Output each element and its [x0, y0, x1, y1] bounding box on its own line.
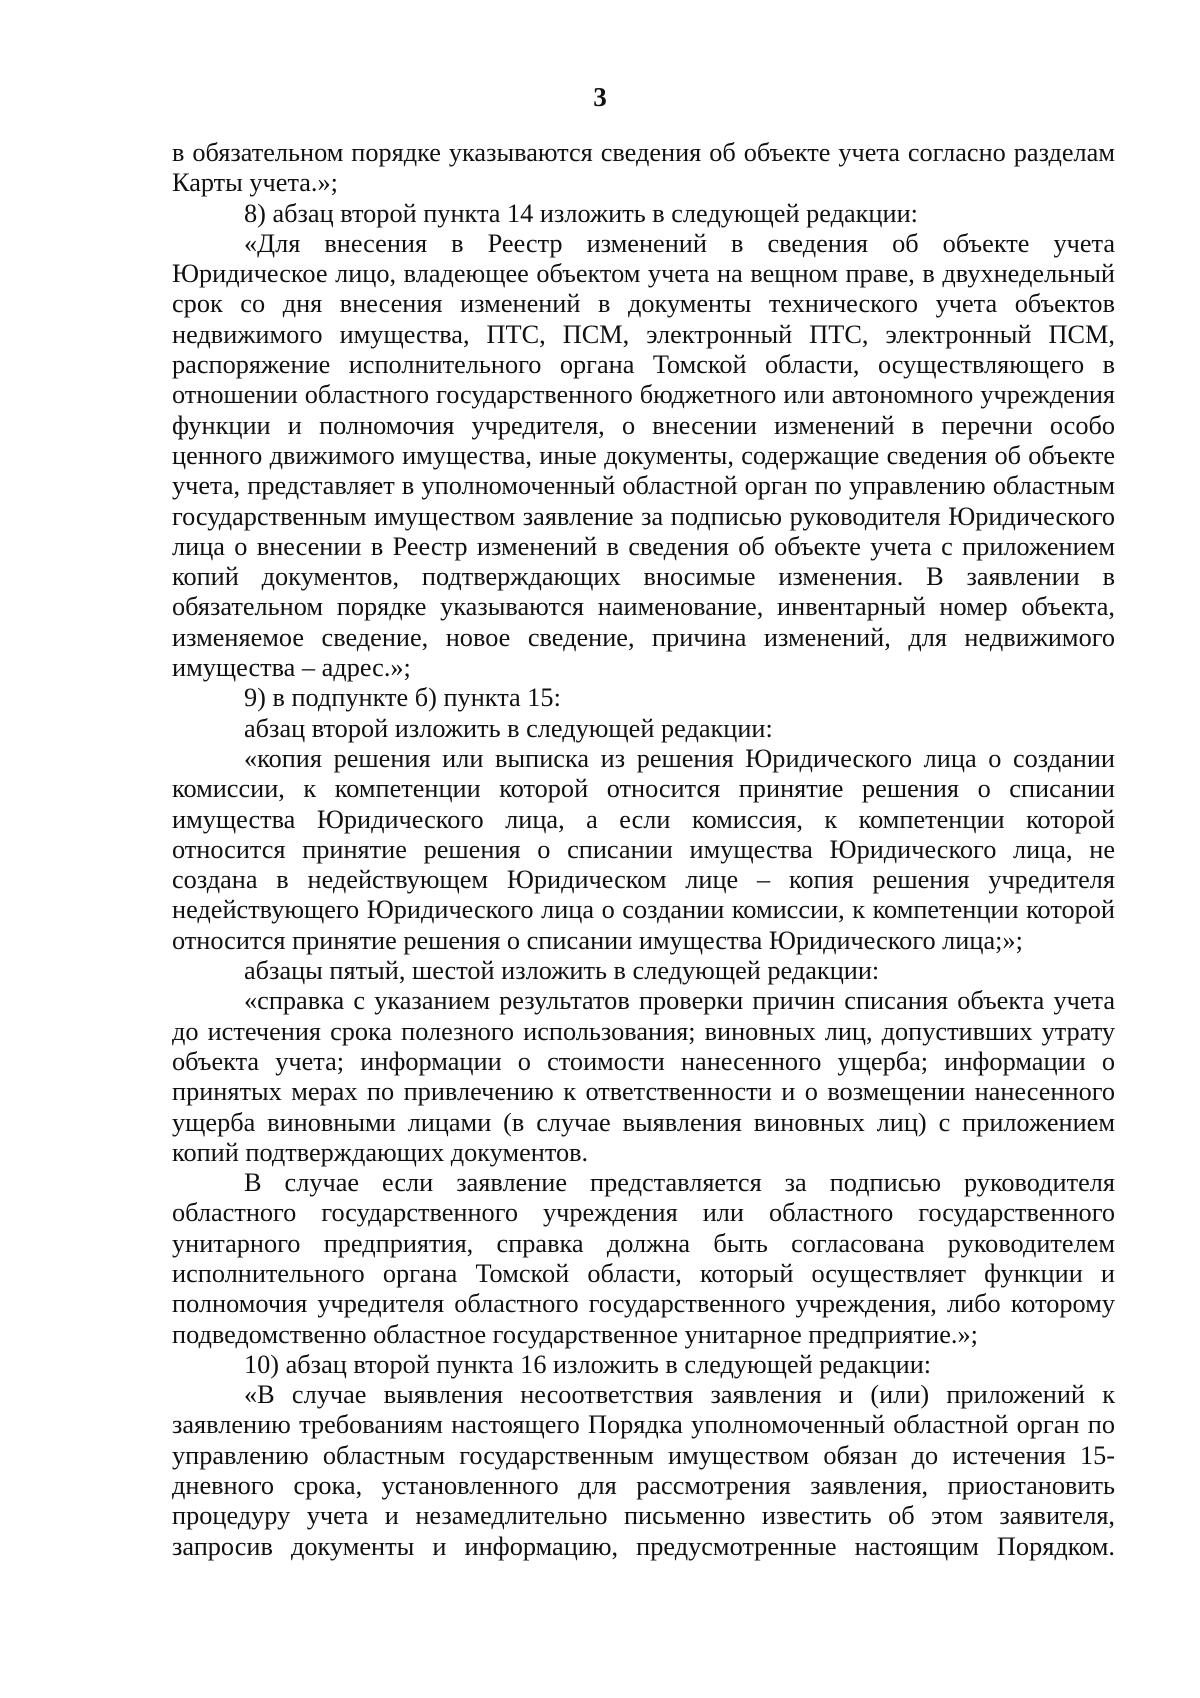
paragraph: «справка с указанием результатов проверки причин списания объекта учета до истечения срока полезного использования; виновных лиц, допустивших утрату объекта учета; информации о стоимости нанесенного ущерба; информации о принятых мерах по привлечению к ответственности и о возмещении нанесенного ущерба виновными лицами (в случае выявления виновных лиц) с приложением копий подтверждающих документов. [172, 986, 1115, 1167]
paragraph: 10) абзац второй пункта 16 изложить в следующей редакции: [244, 1349, 932, 1379]
paragraph: В случае если заявление представляется за подписью руководителя областного государственного учреждения или областного государственного унитарного предприятия, справка должна быть согласована руководителем исполнительного органа Томской области, который осуществляет функции и полномочия учредителя областного государственного учреждения, либо которому подведомственно областное государственное унитарное предприятие.»; [172, 1168, 1115, 1349]
paragraph: 9) в подпункте б) пункта 15: [244, 683, 561, 713]
paragraph: «Для внесения в Реестр изменений в сведения об объекте учета Юридическое лицо, владеющее объектом учета на вещном праве, в двухнедельный срок со дня внесения изменений в документы технического учета объектов недвижимого имущества, ПТС, ПСМ, электронный ПТС, электронный ПСМ, распоряжение исполнительного органа Томской области, осуществляющего в отношении областного государственного бюджетного или автономного учреждения функции и полномочия учредителя, о внесении изменений в перечни особо ценного движимого имущества, иные документы, содержащие сведения об объекте учета, представляет в уполномоченный областной орган по управлению областным государственным имуществом заявление за подписью руководителя Юридического лица о внесении в Реестр изменений в сведения об объекте учета с приложением копий документов, подтверждающих вносимые изменения. В заявлении в обязательном порядке указываются наименование, инвентарный номер объекта, изменяемое сведение, новое сведение, причина изменений, для недвижимого имущества – адрес.»; [172, 228, 1115, 683]
page-number: 3 [593, 82, 607, 112]
paragraph: «копия решения или выписка из решения Юридического лица о создании комиссии, к компетенции которой относится принятие решения о списании имущества Юридического лица, а если комиссия, к компетенции которой относится принятие решения о списании имущества Юридического лица, не создана в недействующем Юридическом лице – копия решения учредителя недействующего Юридического лица о создании комиссии, к компетенции которой относится принятие решения о списании имущества Юридического лица;»; [172, 743, 1115, 955]
paragraph: в обязательном порядке указываются сведения об объекте учета согласно разделам Карты учета.»; [172, 138, 1115, 198]
document-body [172, 138, 1115, 1562]
paragraph: 8) абзац второй пункта 14 изложить в следующей редакции: [244, 198, 918, 228]
paragraph: «В случае выявления несоответствия заявления и (или) приложений к заявлению требованиям настоящего Порядка уполномоченный областной орган по управлению областным государственным имуществом обязан до истечения 15-дневного срока, установленного для рассмотрения заявления, приостановить процедуру учета и незамедлительно письменно известить об этом заявителя, запросив документы и информацию, предусмотренные настоящим Порядком. [172, 1380, 1115, 1561]
paragraph: абзац второй изложить в следующей редакции: [244, 713, 773, 743]
paragraph: абзацы пятый, шестой изложить в следующей редакции: [244, 956, 880, 986]
